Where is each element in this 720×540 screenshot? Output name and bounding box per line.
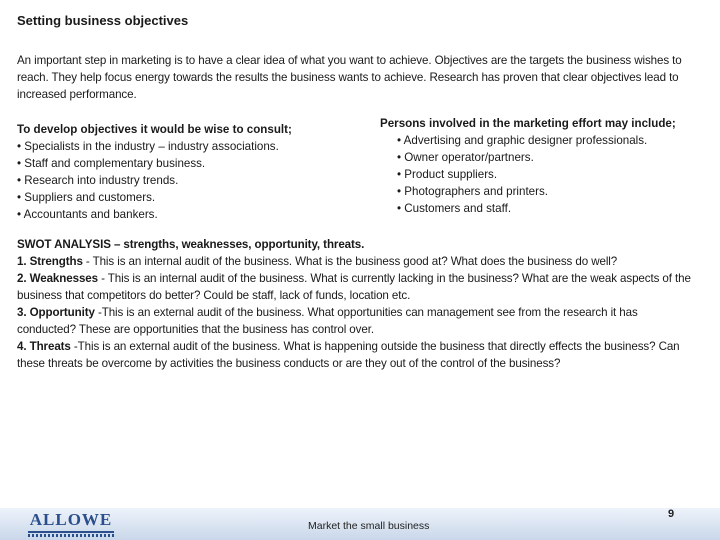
consult-item: • Specialists in the industry – industry associations. xyxy=(17,140,279,153)
persons-item: • Advertising and graphic designer professionals. xyxy=(397,134,648,147)
swot-label: 3. Opportunity xyxy=(17,306,95,319)
page-title: Setting business objectives xyxy=(17,13,189,28)
swot-section xyxy=(17,236,697,372)
persons-heading: Persons involved in the marketing effort may include; xyxy=(380,117,676,130)
swot-label: 2. Weaknesses xyxy=(17,272,98,285)
persons-item: • Customers and staff. xyxy=(397,202,512,215)
consult-item: • Staff and complementary business. xyxy=(17,157,206,170)
swot-label: 1. Strengths xyxy=(17,255,83,268)
consult-item: • Research into industry trends. xyxy=(17,174,179,187)
consult-item: • Accountants and bankers. xyxy=(17,208,158,221)
swot-label: 4. Threats xyxy=(17,340,71,353)
logo-text: ALLOWE xyxy=(29,510,113,529)
swot-point-weaknesses xyxy=(17,270,697,304)
persons-item: • Owner operator/partners. xyxy=(397,151,534,164)
footer xyxy=(0,500,720,540)
persons-section xyxy=(380,115,700,217)
consult-section xyxy=(17,121,337,223)
consult-item: • Suppliers and customers. xyxy=(17,191,156,204)
swot-point-opportunity xyxy=(17,304,697,338)
swot-point-threats xyxy=(17,338,697,372)
intro-paragraph: An important step in marketing is to have a clear idea of what you want to achieve. Objectives are the targets the business wishes to reach. They help focus energy towards the results the business wants to achieve. Research has proven that clear objectives lead to increased performance. xyxy=(17,54,682,101)
swot-text: -This is an external audit of the business. What is happening outside the business that directly effects the business? Can these threats be overcome by activities the business conducts or are they out of the control of the business? xyxy=(17,340,680,370)
swot-text: - This is an internal audit of the business. What is currently lacking in the business? What are the weak aspects of the business that competitors do better? Could be staff, lack of funds, location etc. xyxy=(17,272,691,302)
swot-text: - This is an internal audit of the business. What is the business good at? What does the business do well? xyxy=(82,255,618,268)
swot-heading: SWOT ANALYSIS – strengths, weaknesses, opportunity, threats. xyxy=(17,238,365,251)
persons-item: • Photographers and printers. xyxy=(397,185,549,198)
persons-item: • Product suppliers. xyxy=(397,168,498,181)
allowe-logo xyxy=(22,510,120,538)
consult-heading: To develop objectives it would be wise to consult; xyxy=(17,123,292,136)
swot-text: -This is an external audit of the business. What opportunities can management see from the research it has conducted? These are opportunities that the business has control over. xyxy=(17,306,638,336)
footer-label: Market the small business xyxy=(308,520,430,532)
page-number: 9 xyxy=(668,508,675,520)
logo-underline xyxy=(28,531,114,533)
logo-subline xyxy=(28,534,114,537)
swot-point-strengths xyxy=(17,253,697,270)
